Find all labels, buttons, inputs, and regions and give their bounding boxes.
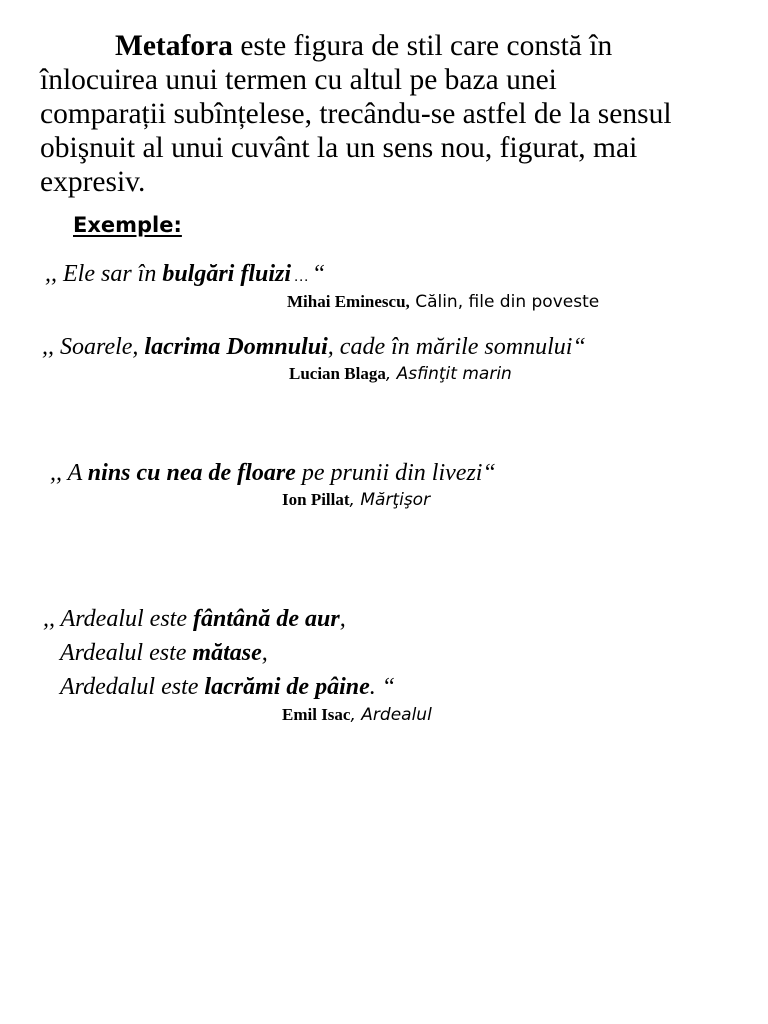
quote-metaphor: mătase — [192, 640, 262, 666]
quote-text: Ardedalul este — [60, 674, 205, 700]
example-quote-line-1 — [43, 604, 346, 634]
quote-text: ,, Soarele, — [42, 334, 145, 360]
attribution-work: , Mărţişor — [349, 490, 431, 510]
quote-text-rest: , — [261, 640, 268, 666]
definition-line-2: înlocuirea unui termen cu altul pe baza unei — [40, 64, 557, 96]
quote-text-rest: , — [339, 606, 346, 632]
definition-term: Metafora — [115, 30, 233, 62]
attribution-work: , Ardealul — [350, 705, 432, 725]
quote-metaphor: fântână de aur — [192, 606, 340, 632]
quote-text: Ardealul este — [60, 640, 193, 666]
quote-metaphor: lacrima Domnului — [144, 334, 328, 360]
definition-line-5: expresiv. — [40, 166, 146, 198]
example-attribution — [282, 704, 432, 726]
examples-heading: Exemple: — [73, 213, 182, 237]
definition-line-3: comparații subînțelese, trecându-se astfel de la sensul — [40, 98, 672, 130]
example-quote — [42, 332, 586, 362]
example-attribution — [282, 489, 430, 511]
quote-text: ,, Ardealul este — [43, 606, 193, 632]
quote-text: ,, Ele sar în — [45, 261, 163, 287]
attribution-author: Lucian Blaga — [289, 364, 386, 383]
quote-text-rest: . “ — [369, 674, 396, 700]
example-attribution — [287, 291, 599, 313]
quote-text: ,, A — [50, 460, 88, 486]
definition-line-1-text: este figura de stil care constă în — [232, 30, 613, 62]
attribution-author: Emil Isac — [282, 705, 351, 724]
quote-metaphor: lacrămi de pâine — [204, 674, 370, 700]
example-quote-line-2 — [60, 638, 268, 668]
attribution-work: Călin, file din poveste — [409, 292, 600, 312]
attribution-author: Mihai Eminescu, — [287, 292, 410, 311]
quote-text-rest: pe prunii din livezi“ — [295, 460, 496, 486]
example-attribution — [289, 363, 512, 385]
definition-line-1 — [115, 29, 612, 63]
attribution-work: , Asfinţit marin — [385, 364, 512, 384]
quote-close: “ — [311, 261, 326, 287]
example-quote — [50, 458, 496, 488]
quote-metaphor: nins cu nea de floare — [87, 460, 296, 486]
definition-line-4: obişnuit al unui cuvânt la un sens nou, figurat, mai — [40, 132, 638, 164]
attribution-author: Ion Pillat — [282, 490, 350, 509]
quote-ellipsis: … — [291, 269, 312, 285]
example-quote — [45, 259, 325, 292]
example-quote-line-3 — [60, 672, 395, 702]
quote-text-rest: , cade în mările somnului“ — [327, 334, 586, 360]
quote-metaphor: bulgări fluizi — [162, 261, 292, 287]
